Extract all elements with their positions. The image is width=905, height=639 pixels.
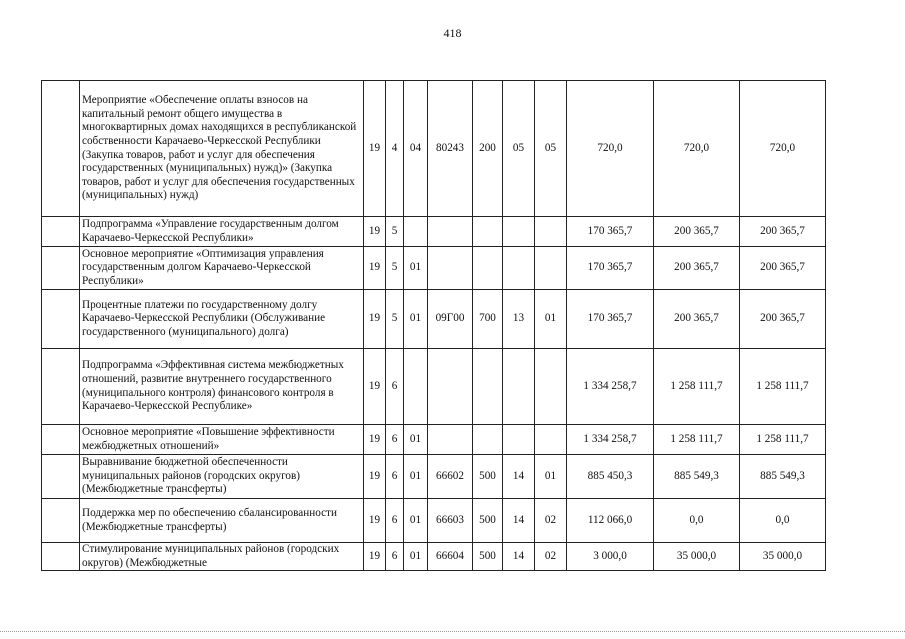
item-name: Выравнивание бюджетной обеспеченности муниципальных районов (городских округов) (Межбюджетные трансферты) <box>80 455 364 499</box>
code-cell <box>503 217 535 247</box>
blank-cell <box>42 81 80 217</box>
code-cell: 6 <box>386 455 404 499</box>
code-cell <box>428 217 473 247</box>
item-name: Подпрограмма «Управление государственным долгом Карачаево-Черкесской Республики» <box>80 217 364 247</box>
code-cell: 01 <box>404 455 428 499</box>
code-cell: 01 <box>535 290 567 349</box>
code-cell: 5 <box>386 290 404 349</box>
code-cell <box>473 247 503 290</box>
item-name: Процентные платежи по государственному долгу Карачаево-Черкесской Республики (Обслуживание государственного (муниципального) долга) <box>80 290 364 349</box>
code-cell: 13 <box>503 290 535 349</box>
code-cell: 19 <box>364 81 386 217</box>
code-cell <box>535 425 567 455</box>
code-cell: 19 <box>364 543 386 571</box>
code-cell <box>503 425 535 455</box>
item-name: Мероприятие «Обеспечение оплаты взносов на капитальный ремонт общего имущества в многоквартирных домах находящихся в республиканской собственности Карачаево-Черкесской Республики (Закупка товаров, работ и услуг для обеспечения государственных (муниципальных) нужд)» (Закупка товаров, работ и услуг для обеспечения государственных (муниципальных) нужд) <box>80 81 364 217</box>
code-cell: 6 <box>386 499 404 543</box>
code-cell: 80243 <box>428 81 473 217</box>
amount-cell: 200 365,7 <box>654 290 740 349</box>
item-name: Основное мероприятие «Оптимизация управления государственным долгом Карачаево-Черкесской Республики» <box>80 247 364 290</box>
code-cell <box>535 349 567 425</box>
code-cell: 05 <box>503 81 535 217</box>
scan-artifact-line <box>0 631 905 632</box>
amount-cell: 112 066,0 <box>567 499 654 543</box>
code-cell: 04 <box>404 81 428 217</box>
code-cell: 01 <box>404 543 428 571</box>
blank-cell <box>42 247 80 290</box>
code-cell: 09Г00 <box>428 290 473 349</box>
code-cell <box>473 217 503 247</box>
amount-cell: 200 365,7 <box>740 247 826 290</box>
code-cell <box>428 247 473 290</box>
code-cell <box>503 349 535 425</box>
code-cell: 19 <box>364 455 386 499</box>
amount-cell: 1 258 111,7 <box>740 425 826 455</box>
blank-cell <box>42 543 80 571</box>
amount-cell: 1 334 258,7 <box>567 425 654 455</box>
amount-cell: 1 334 258,7 <box>567 349 654 425</box>
table-row <box>42 349 826 425</box>
code-cell: 02 <box>535 543 567 571</box>
blank-cell <box>42 217 80 247</box>
code-cell <box>404 349 428 425</box>
code-cell <box>428 425 473 455</box>
blank-cell <box>42 349 80 425</box>
blank-cell <box>42 290 80 349</box>
table-row <box>42 217 826 247</box>
item-name: Стимулирование муниципальных районов (городских округов) (Межбюджетные <box>80 543 364 571</box>
code-cell: 66603 <box>428 499 473 543</box>
code-cell: 19 <box>364 499 386 543</box>
code-cell: 14 <box>503 499 535 543</box>
amount-cell: 170 365,7 <box>567 290 654 349</box>
amount-cell: 200 365,7 <box>654 247 740 290</box>
table-row <box>42 247 826 290</box>
table-row <box>42 81 826 217</box>
amount-cell: 200 365,7 <box>740 290 826 349</box>
amount-cell: 200 365,7 <box>654 217 740 247</box>
code-cell: 01 <box>404 425 428 455</box>
code-cell: 200 <box>473 81 503 217</box>
code-cell: 6 <box>386 543 404 571</box>
code-cell: 6 <box>386 425 404 455</box>
amount-cell: 35 000,0 <box>740 543 826 571</box>
code-cell: 19 <box>364 217 386 247</box>
amount-cell: 1 258 111,7 <box>740 349 826 425</box>
code-cell: 05 <box>535 81 567 217</box>
code-cell: 01 <box>404 290 428 349</box>
amount-cell: 1 258 111,7 <box>654 425 740 455</box>
amount-cell: 885 450,3 <box>567 455 654 499</box>
code-cell: 5 <box>386 217 404 247</box>
code-cell: 66602 <box>428 455 473 499</box>
amount-cell: 885 549,3 <box>654 455 740 499</box>
blank-cell <box>42 425 80 455</box>
table-row <box>42 455 826 499</box>
amount-cell: 35 000,0 <box>654 543 740 571</box>
blank-cell <box>42 499 80 543</box>
code-cell: 01 <box>404 247 428 290</box>
amount-cell: 885 549,3 <box>740 455 826 499</box>
amount-cell: 720,0 <box>567 81 654 217</box>
code-cell: 500 <box>473 499 503 543</box>
amount-cell: 720,0 <box>740 81 826 217</box>
table-row <box>42 290 826 349</box>
code-cell: 01 <box>404 499 428 543</box>
table-row <box>42 543 826 571</box>
code-cell: 66604 <box>428 543 473 571</box>
amount-cell: 170 365,7 <box>567 217 654 247</box>
amount-cell: 0,0 <box>654 499 740 543</box>
code-cell <box>428 349 473 425</box>
code-cell: 02 <box>535 499 567 543</box>
code-cell: 500 <box>473 543 503 571</box>
code-cell: 19 <box>364 425 386 455</box>
amount-cell: 0,0 <box>740 499 826 543</box>
table-row <box>42 499 826 543</box>
page-number: 418 <box>443 26 462 40</box>
code-cell <box>503 247 535 290</box>
code-cell: 5 <box>386 247 404 290</box>
code-cell <box>535 247 567 290</box>
table-row <box>42 425 826 455</box>
item-name: Поддержка мер по обеспечению сбалансированности (Межбюджетные трансферты) <box>80 499 364 543</box>
amount-cell: 170 365,7 <box>567 247 654 290</box>
code-cell <box>473 425 503 455</box>
code-cell: 19 <box>364 349 386 425</box>
code-cell: 500 <box>473 455 503 499</box>
code-cell: 19 <box>364 290 386 349</box>
code-cell: 14 <box>503 543 535 571</box>
amount-cell: 720,0 <box>654 81 740 217</box>
amount-cell: 200 365,7 <box>740 217 826 247</box>
amount-cell: 1 258 111,7 <box>654 349 740 425</box>
code-cell <box>473 349 503 425</box>
code-cell: 6 <box>386 349 404 425</box>
amount-cell: 3 000,0 <box>567 543 654 571</box>
code-cell: 19 <box>364 247 386 290</box>
code-cell <box>535 217 567 247</box>
code-cell: 700 <box>473 290 503 349</box>
code-cell: 14 <box>503 455 535 499</box>
item-name: Основное мероприятие «Повышение эффективности межбюджетных отношений» <box>80 425 364 455</box>
code-cell: 01 <box>535 455 567 499</box>
code-cell <box>404 217 428 247</box>
code-cell: 4 <box>386 81 404 217</box>
item-name: Подпрограмма «Эффективная система межбюджетных отношений, развитие внутреннего государственного (муниципального контроля) финансового контроля в Карачаево-Черкесской Республике» <box>80 349 364 425</box>
blank-cell <box>42 455 80 499</box>
budget-table <box>41 80 826 571</box>
